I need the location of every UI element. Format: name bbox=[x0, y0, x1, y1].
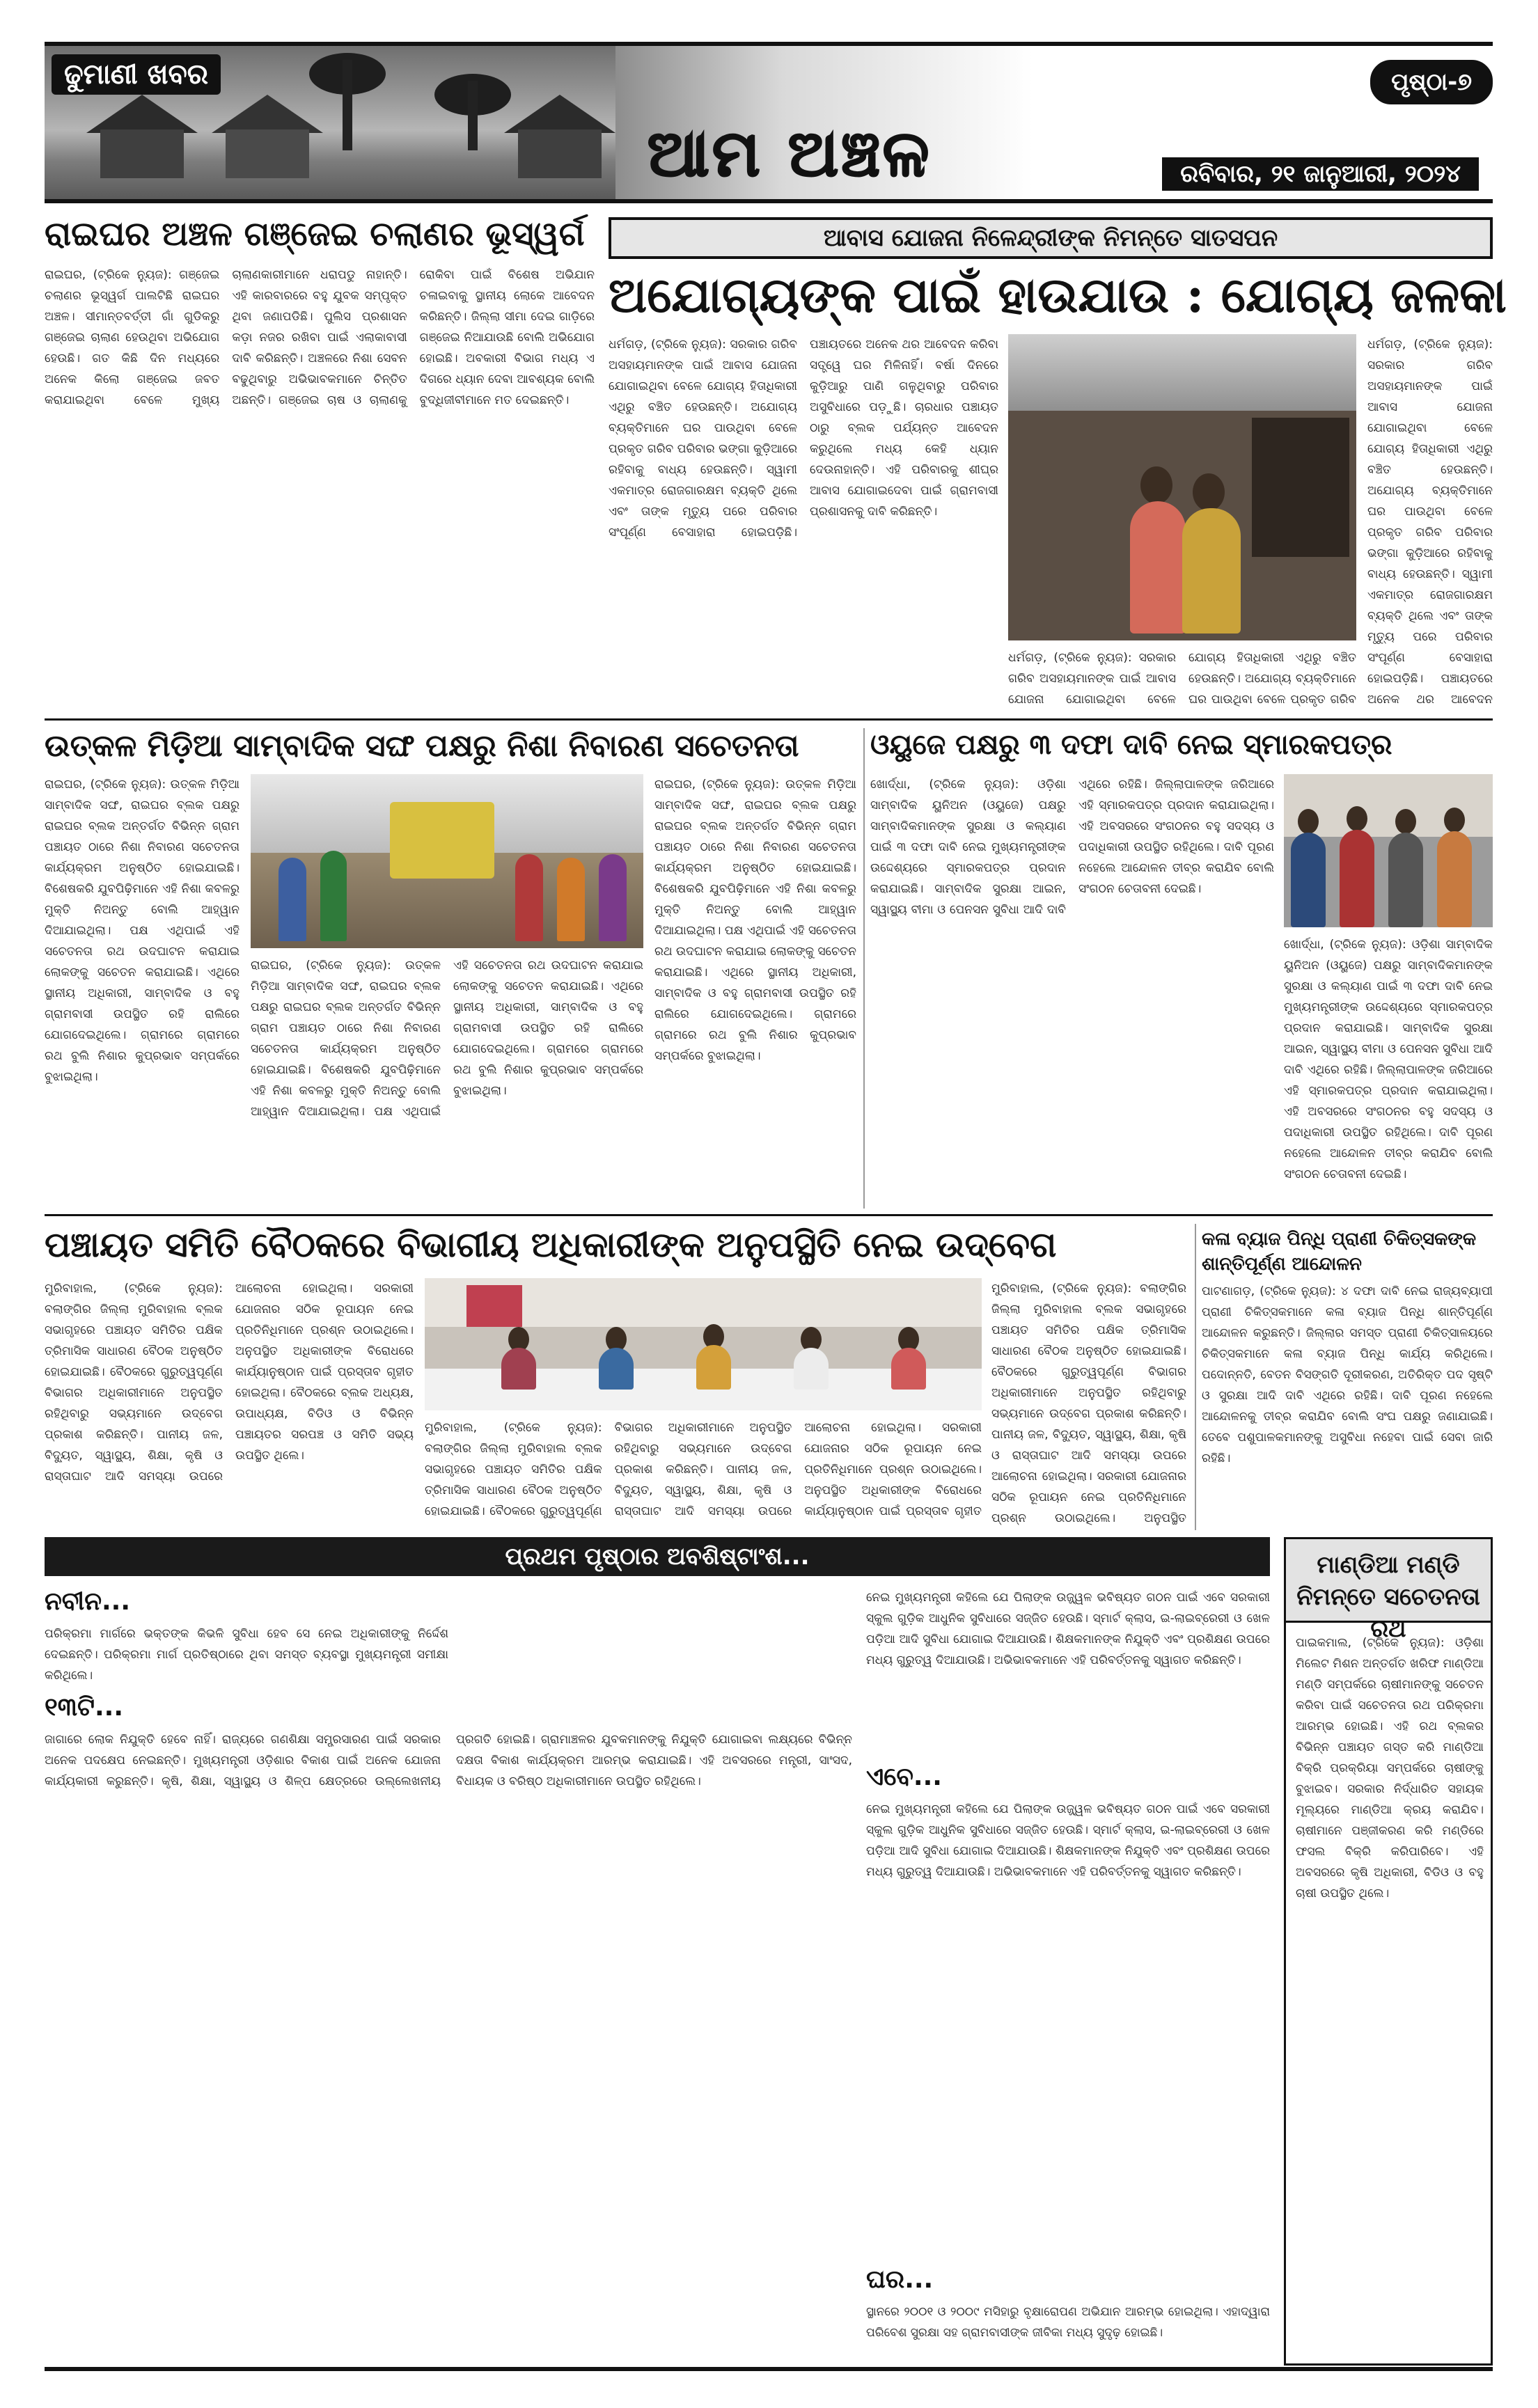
story5-body-right: ମୁରିବାହାଲ, (ଟ୍ରିକେ ନ୍ୟୁଜ): ବଲାଙ୍ଗିର ଜିଲ୍ଲା ମୁରିବାହାଲ ବ୍ଲକ ସଭାଗୃହରେ ପଞ୍ଚାୟତ ସମିତିର ପକ୍ଷିକ ତ୍ରିମାସିକ ସାଧାରଣ ବୈଠକ ଅନୁଷ୍ଠିତ ହୋଇଯାଇଛି। ବୈଠକରେ ଗୁରୁତ୍ୱପୂର୍ଣ୍ଣ ବିଭାଗର ଅଧିକାରୀମାନେ ଅନୁପସ୍ଥିତ ରହିଥିବାରୁ ସଭ୍ୟମାନେ ଉଦ୍‌ବେଗ ପ୍ରକାଶ କରିଛନ୍ତି। ପାନୀୟ ଜଳ, ବିଦ୍ୟୁତ, ସ୍ୱାସ୍ଥ୍ୟ, ଶିକ୍ଷା, କୃଷି ଓ ରାସ୍ତାଘାଟ ଆଦି ସମସ୍ୟା ଉପରେ ଆଲୋଚନା ହୋଇଥିଲା। ସରକାରୀ ଯୋଜନାର ସଠିକ ରୂପାୟନ ନେଇ ପ୍ରତିନିଧିମାନେ ପ୍ରଶ୍ନ ଉଠାଇଥିଲେ। ଅନୁପସ୍ଥିତ bbox=[991, 1282, 1186, 1525]
newspaper-page bbox=[45, 42, 1507, 2367]
sidebar-title: ମାଣ୍ଡିଆ ମଣ୍ଡି ନିମନ୍ତେ ସଚେତନତା ରଥ bbox=[1286, 1539, 1491, 1623]
story2-headline: ଅଯୋଗ୍ୟଙ୍କ ପାଇଁ ହାଉଯାଉ : ଯୋଗ୍ୟ ଜଳକା bbox=[609, 266, 1507, 324]
story3-headline: ଉତ୍କଳ ମିଡ଼ିଆ ସାମ୍ବାଦିକ ସଙ୍ଘ ପକ୍ଷରୁ ନିଶା ନିବାରଣ ସଚେତନତା bbox=[45, 728, 799, 764]
story5-body-mid: ମୁରିବାହାଲ, (ଟ୍ରିକେ ନ୍ୟୁଜ): ବଲାଙ୍ଗିର ଜିଲ୍ଲା ମୁରିବାହାଲ ବ୍ଲକ ସଭାଗୃହରେ ପଞ୍ଚାୟତ ସମିତିର ପକ୍ଷିକ ତ୍ରିମାସିକ ସାଧାରଣ ବୈଠକ ଅନୁଷ୍ଠିତ ହୋଇଯାଇଛି। ବୈଠକରେ ଗୁରୁତ୍ୱପୂର୍ଣ୍ଣ ବିଭାଗର ଅଧିକାରୀମାନେ ଅନୁପସ୍ଥିତ ରହିଥିବାରୁ ସଭ୍ୟମାନେ ଉଦ୍‌ବେଗ ପ୍ରକାଶ କରିଛନ୍ତି। ପାନୀୟ ଜଳ, ବିଦ୍ୟୁତ, ସ୍ୱାସ୍ଥ୍ୟ, ଶିକ୍ଷା, କୃଷି ଓ ରାସ୍ତାଘାଟ ଆଦି ସମସ୍ୟା ଉପରେ ଆଲୋଚନା ହୋଇଥିଲା। ସରକାରୀ ଯୋଜନାର ସଠିକ ରୂପାୟନ ନେଇ ପ୍ରତିନିଧିମାନେ ପ୍ରଶ୍ନ ଉଠାଇଥିଲେ। ଅନୁପସ୍ଥିତ ଅଧିକାରୀଙ୍କ ବିରୋଧରେ କାର୍ଯ୍ୟାନୁଷ୍ଠାନ ପାଇଁ ପ୍ରସ୍ତାବ ଗୃହୀତ bbox=[425, 1421, 982, 1518]
continuation-body-3a: ନେଇ ମୁଖ୍ୟମନ୍ତ୍ରୀ କହିଲେ ଯେ ପିଲାଙ୍କ ଉଜ୍ଜ୍ୱଳ ଭବିଷ୍ୟତ ଗଠନ ପାଇଁ ଏବେ ସରକାରୀ ସ୍କୁଲ ଗୁଡ଼ିକ ଆଧୁନିକ ସୁବିଧାରେ ସଜ୍ଜିତ ହେଉଛି। ସ୍ମାର୍ଟ କ୍ଲାସ, ଇ-ଲାଇବ୍ରେରୀ ଓ ଖେଳ ପଡ଼ିଆ ଆଦି ସୁବିଧା ଯୋଗାଇ ଦିଆଯାଉଛି। ଶିକ୍ଷକମାନଙ୍କ ନିଯୁକ୍ତି ଏବଂ ପ୍ରଶିକ୍ଷଣ ଉପରେ ମଧ୍ୟ ଗୁରୁତ୍ୱ ଦିଆଯାଉଛି। ଅଭିଭାବକମାନେ ଏହି ପରିବର୍ତ୍ତନକୁ ସ୍ୱାଗତ କରିଛନ୍ତି। bbox=[866, 1591, 1270, 1667]
masthead-title: ଆମ ଅଞ୍ଚଳ bbox=[647, 116, 932, 191]
page-number: ପୃଷ୍ଠା-୭ bbox=[1370, 60, 1493, 104]
story5-photo-meeting bbox=[425, 1278, 982, 1410]
sidebar-body: ପାଇକମାଲ, (ଟ୍ରିକେ ନ୍ୟୁଜ): ଓଡ଼ିଶା ମିଲେଟ ମିଶନ ଅନ୍ତର୍ଗତ ଖରିଫ ମାଣ୍ଡିଆ ମଣ୍ଡି ସମ୍ପର୍କରେ ଚାଷୀମାନଙ୍କୁ ସଚେତନ କରିବା ପାଇଁ ସଚେତନତା ରଥ ପରିକ୍ରମା ଆରମ୍ଭ ହୋଇଛି। ଏହି ରଥ ବ୍ଲକର ବିଭିନ୍ନ ପଞ୍ଚାୟତ ଗସ୍ତ କରି ମାଣ୍ଡିଆ ବିକ୍ରି ପ୍ରକ୍ରିୟା ସମ୍ପର୍କରେ ଚାଷୀଙ୍କୁ ବୁଝାଇବ। ସରକାର ନିର୍ଦ୍ଧାରିତ ସହାୟକ ମୂଲ୍ୟରେ ମାଣ୍ଡିଆ କ୍ରୟ କରାଯିବ। ଚାଷୀମାନେ ପଞ୍ଜୀକରଣ କରି ମଣ୍ଡିରେ ଫସଲ ବିକ୍ରି କରିପାରିବେ। ଏହି ଅବସରରେ କୃଷି ଅଧିକାରୀ, ବିଡିଓ ଓ ବହୁ ଚାଷୀ ଉପସ୍ଥିତ ଥିଲେ। bbox=[1296, 1636, 1484, 1901]
story4-body-left: ଖୋର୍ଦ୍ଧା, (ଟ୍ରିକେ ନ୍ୟୁଜ): ଓଡ଼ିଶା ସାମ୍ବାଦିକ ୟୁନିଅନ (ଓୟୁଜେ) ପକ୍ଷରୁ ସାମ୍ବାଦିକମାନଙ୍କ ସୁରକ୍ଷା ଓ କଲ୍ୟାଣ ପାଇଁ ୩ ଦଫା ଦାବି ନେଇ ମୁଖ୍ୟମନ୍ତ୍ରୀଙ୍କ ଉଦ୍ଦେଶ୍ୟରେ ସ୍ମାରକପତ୍ର ପ୍ରଦାନ କରାଯାଇଛି। ସାମ୍ବାଦିକ ସୁରକ୍ଷା ଆଇନ, ସ୍ୱାସ୍ଥ୍ୟ ବୀମା ଓ ପେନସନ ସୁବିଧା ଆଦି ଦାବି ଏଥିରେ ରହିଛି। ଜିଲ୍ଲାପାଳଙ୍କ ଜରିଆରେ ଏହି ସ୍ମାରକପତ୍ର ପ୍ରଦାନ କରାଯାଇଥିଲା। ଏହି ଅବସରରେ ସଂଗଠନର ବହୁ ସଦସ୍ୟ ଓ ପଦାଧିକାରୀ ଉପସ୍ଥିତ ରହିଥିଲେ। ଦାବି ପୂରଣ ନହେଲେ ଆନ୍ଦୋଳନ ତୀବ୍ର କରାଯିବ ବୋଲି ସଂଗଠନ ଚେତାବନୀ ଦେଇଛି। bbox=[870, 778, 1274, 917]
story4-body-right: ଖୋର୍ଦ୍ଧା, (ଟ୍ରିକେ ନ୍ୟୁଜ): ଓଡ଼ିଶା ସାମ୍ବାଦିକ ୟୁନିଅନ (ଓୟୁଜେ) ପକ୍ଷରୁ ସାମ୍ବାଦିକମାନଙ୍କ ସୁରକ୍ଷା ଓ କଲ୍ୟାଣ ପାଇଁ ୩ ଦଫା ଦାବି ନେଇ ମୁଖ୍ୟମନ୍ତ୍ରୀଙ୍କ ଉଦ୍ଦେଶ୍ୟରେ ସ୍ମାରକପତ୍ର ପ୍ରଦାନ କରାଯାଇଛି। ସାମ୍ବାଦିକ ସୁରକ୍ଷା ଆଇନ, ସ୍ୱାସ୍ଥ୍ୟ ବୀମା ଓ ପେନସନ ସୁବିଧା ଆଦି ଦାବି ଏଥିରେ ରହିଛି। ଜିଲ୍ଲାପାଳଙ୍କ ଜରିଆରେ ଏହି ସ୍ମାରକପତ୍ର ପ୍ରଦାନ କରାଯାଇଥିଲା। ଏହି ଅବସରରେ ସଂଗଠନର ବହୁ ସଦସ୍ୟ ଓ ପଦାଧିକାରୀ ଉପସ୍ଥିତ ରହିଥିଲେ। ଦାବି ପୂରଣ ନହେଲେ ଆନ୍ଦୋଳନ ତୀବ୍ର କରାଯିବ ବୋଲି ସଂଗଠନ ଚେତାବନୀ ଦେଇଛି। bbox=[1284, 938, 1493, 1181]
story6-headline: କଳା ବ୍ୟାଜ ପିନ୍ଧି ପ୍ରାଣୀ ଚିକିତ୍ସକଙ୍କ ଶାନ୍ତିପୂର୍ଣ୍ଣ ଆନ୍ଦୋଳନ bbox=[1202, 1229, 1477, 1275]
story3-body-left: ରାଇଘର, (ଟ୍ରିକେ ନ୍ୟୁଜ): ଉତ୍କଳ ମିଡ଼ିଆ ସାମ୍ବାଦିକ ସଙ୍ଘ, ରାଇଘର ବ୍ଲକ ପକ୍ଷରୁ ରାଇଘର ବ୍ଲକ ଅନ୍ତର୍ଗତ ବିଭିନ୍ନ ଗ୍ରାମ ପଞ୍ଚାୟତ ଠାରେ ନିଶା ନିବାରଣ ସଚେତନତା କାର୍ଯ୍ୟକ୍ରମ ଅନୁଷ୍ଠିତ ହୋଇଯାଇଛି। ବିଶେଷକରି ଯୁବପିଢ଼ିମାନେ ଏହି ନିଶା କବଳରୁ ମୁକ୍ତି ନିଅନ୍ତୁ ବୋଲି ଆହ୍ୱାନ ଦିଆଯାଇଥିଲା। ପକ୍ଷ ଏଥିପାଇଁ ଏହି ସଚେତନତା ରଥ ଉଦଘାଟନ କରାଯାଇ ଲୋକଙ୍କୁ ସଚେତନ କରାଯାଇଛି। ଏଥିରେ ସ୍ଥାନୀୟ ଅଧିକାରୀ, ସାମ୍ବାଦିକ ଓ ବହୁ ଗ୍ରାମବାସୀ ଉପସ୍ଥିତ ରହି ରାଲିରେ ଯୋଗଦେଇଥିଲେ। ଗ୍ରାମରେ ଗ୍ରାମରେ ରଥ ବୁଲି ନିଶାର କୁପ୍ରଭାବ ସମ୍ପର୍କରେ ବୁଝାଇଥିଲା। bbox=[45, 778, 240, 1084]
page-bottom-rule bbox=[45, 2367, 1493, 2371]
story5-headline: ପଞ୍ଚାୟତ ସମିତି ବୈଠକରେ ବିଭାଗୀୟ ଅଧିକାରୀଙ୍କ ଅନୁପସ୍ଥିତି ନେଇ ଉଦ୍‌ବେଗ bbox=[45, 1224, 1057, 1265]
row2-column-divider bbox=[863, 728, 865, 1209]
story4-headline: ଓୟୁଜେ ପକ୍ଷରୁ ୩ ଦଫା ଦାବି ନେଇ ସ୍ମାରକପତ୍ର bbox=[870, 728, 1392, 761]
story3-photo-rally bbox=[251, 774, 643, 948]
continuation-section-title: ପ୍ରଥମ ପୃଷ୍ଠାର ଅବଶିଷ୍ଟାଂଶ... bbox=[45, 1537, 1270, 1576]
story3-body-mid: ରାଇଘର, (ଟ୍ରିକେ ନ୍ୟୁଜ): ଉତ୍କଳ ମିଡ଼ିଆ ସାମ୍ବାଦିକ ସଙ୍ଘ, ରାଇଘର ବ୍ଲକ ପକ୍ଷରୁ ରାଇଘର ବ୍ଲକ ଅନ୍ତର୍ଗତ ବିଭିନ୍ନ ଗ୍ରାମ ପଞ୍ଚାୟତ ଠାରେ ନିଶା ନିବାରଣ ସଚେତନତା କାର୍ଯ୍ୟକ୍ରମ ଅନୁଷ୍ଠିତ ହୋଇଯାଇଛି। ବିଶେଷକରି ଯୁବପିଢ଼ିମାନେ ଏହି ନିଶା କବଳରୁ ମୁକ୍ତି ନିଅନ୍ତୁ ବୋଲି ଆହ୍ୱାନ ଦିଆଯାଇଥିଲା। ପକ୍ଷ ଏଥିପାଇଁ ଏହି ସଚେତନତା ରଥ ଉଦଘାଟନ କରାଯାଇ ଲୋକଙ୍କୁ ସଚେତନ କରାଯାଇଛି। ଏଥିରେ ସ୍ଥାନୀୟ ଅଧିକାରୀ, ସାମ୍ବାଦିକ ଓ ବହୁ ଗ୍ରାମବାସୀ ଉପସ୍ଥିତ ରହି ରାଲିରେ ଯୋଗଦେଇଥିଲେ। ଗ୍ରାମରେ ଗ୍ରାମରେ ରଥ ବୁଲି ନିଶାର କୁପ୍ରଭାବ ସମ୍ପର୍କରେ ବୁଝାଇଥିଲା। bbox=[251, 959, 643, 1119]
continuation-subhead-3: ଏବେ... bbox=[866, 1763, 942, 1791]
story2-body-under-photo: ଧର୍ମଗଡ଼, (ଟ୍ରିକେ ନ୍ୟୁଜ): ସରକାର ଗରିବ ଅସହାୟମାନଙ୍କ ପାଇଁ ଆବାସ ଯୋଜନା ଯୋଗାଇଥିବା ବେଳେ ଯୋଗ୍ୟ ହିତାଧିକାରୀ ଏଥିରୁ ବଞ୍ଚିତ ହେଉଛନ୍ତି। ଅଯୋଗ୍ୟ ବ୍ୟକ୍ତିମାନେ ଘର ପାଉଥିବା ବେଳେ ପ୍ରକୃତ ଗରିବ bbox=[1008, 651, 1356, 707]
story4-photo-memorandum bbox=[1284, 774, 1493, 927]
story1-body: ରାଇଘର, (ଟ୍ରିକେ ନ୍ୟୁଜ): ଗଞ୍ଜେଇ ଚଲାଣର ଭୂସ୍ୱର୍ଗ ପାଲଟିଛି ରାଇଘର ଅଞ୍ଚଳ। ସୀମାନ୍ତବର୍ତ୍ତୀ ଗାଁ ଗୁଡିକରୁ ଗଞ୍ଜେଇ ଚାଲାଣ ହେଉଥିବା ଅଭିଯୋଗ ହେଉଛି। ଗତ କିଛି ଦିନ ମଧ୍ୟରେ ଅନେକ କିଲୋ ଗଞ୍ଜେଇ ଜବତ କରାଯାଇଥିବା ବେଳେ ମୁଖ୍ୟ ଚାଲାଣକାରୀମାନେ ଧରାପଡୁ ନାହାନ୍ତି। ଏହି କାରବାରରେ ବହୁ ଯୁବକ ସମ୍ପୃକ୍ତ ଥିବା ଜଣାପଡିଛି। ପୁଲିସ ପ୍ରଶାସନ କଡ଼ା ନଜର ରଖିବା ପାଇଁ ଏଲାକାବାସୀ ଦାବି କରିଛନ୍ତି। ଅଞ୍ଚଳରେ ନିଶା ସେବନ ବଢୁଥିବାରୁ ଅଭିଭାବକମାନେ ଚିନ୍ତିତ ଅଛନ୍ତି। ଗଞ୍ଜେଇ ଚାଷ ଓ ଚାଲାଣକୁ ରୋକିବା ପାଇଁ ବିଶେଷ ଅଭିଯାନ ଚଳାଇବାକୁ ସ୍ଥାନୀୟ ଲୋକେ ଆବେଦନ କରିଛନ୍ତି। ଜିଲ୍ଲା ସୀମା ଦେଇ ଗାଡ଼ିରେ ଗଞ୍ଜେଇ ନିଆଯାଉଛି ବୋଲି ଅଭିଯୋଗ ହୋଇଛି। ଅବକାରୀ ବିଭାଗ ମଧ୍ୟ ଏ ଦିଗରେ ଧ୍ୟାନ ଦେବା ଆବଶ୍ୟକ ବୋଲି ବୁଦ୍ଧିଜୀବୀମାନେ ମତ ଦେଇଛନ୍ତି। bbox=[45, 268, 595, 407]
sidebar-box bbox=[1284, 1537, 1493, 2366]
section-badge: ଢୁମାଣୀ ଖବର bbox=[52, 54, 221, 95]
story3-body-right: ରାଇଘର, (ଟ୍ରିକେ ନ୍ୟୁଜ): ଉତ୍କଳ ମିଡ଼ିଆ ସାମ୍ବାଦିକ ସଙ୍ଘ, ରାଇଘର ବ୍ଲକ ପକ୍ଷରୁ ରାଇଘର ବ୍ଲକ ଅନ୍ତର୍ଗତ ବିଭିନ୍ନ ଗ୍ରାମ ପଞ୍ଚାୟତ ଠାରେ ନିଶା ନିବାରଣ ସଚେତନତା କାର୍ଯ୍ୟକ୍ରମ ଅନୁଷ୍ଠିତ ହୋଇଯାଇଛି। ବିଶେଷକରି ଯୁବପିଢ଼ିମାନେ ଏହି ନିଶା କବଳରୁ ମୁକ୍ତି ନିଅନ୍ତୁ ବୋଲି ଆହ୍ୱାନ ଦିଆଯାଇଥିଲା। ପକ୍ଷ ଏଥିପାଇଁ ଏହି ସଚେତନତା ରଥ ଉଦଘାଟନ କରାଯାଇ ଲୋକଙ୍କୁ ସଚେତନ କରାଯାଇଛି। ଏଥିରେ ସ୍ଥାନୀୟ ଅଧିକାରୀ, ସାମ୍ବାଦିକ ଓ ବହୁ ଗ୍ରାମବାସୀ ଉପସ୍ଥିତ ରହି ରାଲିରେ ଯୋଗଦେଇଥିଲେ। ଗ୍ରାମରେ ଗ୍ରାମରେ ରଥ ବୁଲି ନିଶାର କୁପ୍ରଭାବ ସମ୍ପର୍କରେ ବୁଝାଇଥିଲା। bbox=[654, 778, 856, 1063]
row-divider-1 bbox=[45, 718, 1493, 721]
continuation-body-1: ପରିକ୍ରମା ମାର୍ଗରେ ଭକ୍ତଙ୍କ କିଭଳି ସୁବିଧା ହେବ ସେ ନେଇ ଅଧିକାରୀଙ୍କୁ ନିର୍ଦ୍ଦେଶ ଦେଇଛନ୍ତି। ପରିକ୍ରମା ମାର୍ଗ ପ୍ରତିଷ୍ଠାରେ ଥିବା ସମସ୍ତ ବ୍ୟବସ୍ଥା ମୁଖ୍ୟମନ୍ତ୍ରୀ ସମୀକ୍ଷା କରିଥିଲେ। bbox=[45, 1627, 448, 1683]
story1-headline: ରାଇଘର ଅଞ୍ଚଳ ଗଞ୍ଜେଇ ଚଲାଣର ଭୂସ୍ୱର୍ଗ bbox=[45, 214, 585, 253]
story2-body-right: ଧର୍ମଗଡ଼, (ଟ୍ରିକେ ନ୍ୟୁଜ): ସରକାର ଗରିବ ଅସହାୟମାନଙ୍କ ପାଇଁ ଆବାସ ଯୋଜନା ଯୋଗାଇଥିବା ବେଳେ ଯୋଗ୍ୟ ହିତାଧିକାରୀ ଏଥିରୁ ବଞ୍ଚିତ ହେଉଛନ୍ତି। ଅଯୋଗ୍ୟ ବ୍ୟକ୍ତିମାନେ ଘର ପାଉଥିବା ବେଳେ ପ୍ରକୃତ ଗରିବ ପରିବାର ଭଙ୍ଗା କୁଡ଼ିଆରେ ରହିବାକୁ ବାଧ୍ୟ ହେଉଛନ୍ତି। ସ୍ୱାମୀ ଏକମାତ୍ର ରୋଜଗାରକ୍ଷମ ବ୍ୟକ୍ତି ଥିଲେ ଏବଂ ତାଙ୍କ ମୃତ୍ୟୁ ପରେ ପରିବାର ସଂପୂର୍ଣ୍ଣ ବେସାହାରା ହୋଇପଡ଼ିଛି। ପଞ୍ଚାୟତରେ ଅନେକ ଥର ଆବେଦନ bbox=[1367, 338, 1493, 707]
continuation-subhead-1: ନବୀନ... bbox=[45, 1587, 131, 1616]
housing-banner: ଆବାସ ଯୋଜନା ନିଳେନ୍ଦ୍ରୀଙ୍କ ନିମନ୍ତେ ସାତସପନ bbox=[609, 217, 1493, 259]
story5-body-left: ମୁରିବାହାଲ, (ଟ୍ରିକେ ନ୍ୟୁଜ): ବଲାଙ୍ଗିର ଜିଲ୍ଲା ମୁରିବାହାଲ ବ୍ଲକ ସଭାଗୃହରେ ପଞ୍ଚାୟତ ସମିତିର ପକ୍ଷିକ ତ୍ରିମାସିକ ସାଧାରଣ ବୈଠକ ଅନୁଷ୍ଠିତ ହୋଇଯାଇଛି। ବୈଠକରେ ଗୁରୁତ୍ୱପୂର୍ଣ୍ଣ ବିଭାଗର ଅଧିକାରୀମାନେ ଅନୁପସ୍ଥିତ ରହିଥିବାରୁ ସଭ୍ୟମାନେ ଉଦ୍‌ବେଗ ପ୍ରକାଶ କରିଛନ୍ତି। ପାନୀୟ ଜଳ, ବିଦ୍ୟୁତ, ସ୍ୱାସ୍ଥ୍ୟ, ଶିକ୍ଷା, କୃଷି ଓ ରାସ୍ତାଘାଟ ଆଦି ସମସ୍ୟା ଉପରେ ଆଲୋଚନା ହୋଇଥିଲା। ସରକାରୀ ଯୋଜନାର ସଠିକ ରୂପାୟନ ନେଇ ପ୍ରତିନିଧିମାନେ ପ୍ରଶ୍ନ ଉଠାଇଥିଲେ। ଅନୁପସ୍ଥିତ ଅଧିକାରୀଙ୍କ ବିରୋଧରେ କାର୍ଯ୍ୟାନୁଷ୍ଠାନ ପାଇଁ ପ୍ରସ୍ତାବ ଗୃହୀତ ହୋଇଥିଲା। ବୈଠକରେ ବ୍ଲକ ଅଧ୍ୟକ୍ଷ, ଉପାଧ୍ୟକ୍ଷ, ବିଡିଓ ଓ ବିଭିନ୍ନ ପଞ୍ଚାୟତର ସରପଞ୍ଚ ଓ ସମିତି ସଭ୍ୟ ଉପସ୍ଥିତ ଥିଲେ। bbox=[45, 1282, 414, 1484]
continuation-subhead-2: ୧୩ଟି... bbox=[45, 1693, 124, 1722]
continuation-body-3b: ନେଇ ମୁଖ୍ୟମନ୍ତ୍ରୀ କହିଲେ ଯେ ପିଲାଙ୍କ ଉଜ୍ଜ୍ୱଳ ଭବିଷ୍ୟତ ଗଠନ ପାଇଁ ଏବେ ସରକାରୀ ସ୍କୁଲ ଗୁଡ଼ିକ ଆଧୁନିକ ସୁବିଧାରେ ସଜ୍ଜିତ ହେଉଛି। ସ୍ମାର୍ଟ କ୍ଲାସ, ଇ-ଲାଇବ୍ରେରୀ ଓ ଖେଳ ପଡ଼ିଆ ଆଦି ସୁବିଧା ଯୋଗାଇ ଦିଆଯାଉଛି। ଶିକ୍ଷକମାନଙ୍କ ନିଯୁକ୍ତି ଏବଂ ପ୍ରଶିକ୍ଷଣ ଉପରେ ମଧ୍ୟ ଗୁରୁତ୍ୱ ଦିଆଯାଉଛି। ଅଭିଭାବକମାନେ ଏହି ପରିବର୍ତ୍ତନକୁ ସ୍ୱାଗତ କରିଛନ୍ତି। bbox=[866, 1802, 1270, 1879]
row3-column-divider bbox=[1195, 1224, 1196, 1530]
story2-body-left: ଧର୍ମଗଡ଼, (ଟ୍ରିକେ ନ୍ୟୁଜ): ସରକାର ଗରିବ ଅସହାୟମାନଙ୍କ ପାଇଁ ଆବାସ ଯୋଜନା ଯୋଗାଇଥିବା ବେଳେ ଯୋଗ୍ୟ ହିତାଧିକାରୀ ଏଥିରୁ ବଞ୍ଚିତ ହେଉଛନ୍ତି। ଅଯୋଗ୍ୟ ବ୍ୟକ୍ତିମାନେ ଘର ପାଉଥିବା ବେଳେ ପ୍ରକୃତ ଗରିବ ପରିବାର ଭଙ୍ଗା କୁଡ଼ିଆରେ ରହିବାକୁ ବାଧ୍ୟ ହେଉଛନ୍ତି। ସ୍ୱାମୀ ଏକମାତ୍ର ରୋଜଗାରକ୍ଷମ ବ୍ୟକ୍ତି ଥିଲେ ଏବଂ ତାଙ୍କ ମୃତ୍ୟୁ ପରେ ପରିବାର ସଂପୂର୍ଣ୍ଣ ବେସାହାରା ହୋଇପଡ଼ିଛି। ପଞ୍ଚାୟତରେ ଅନେକ ଥର ଆବେଦନ କରିବା ସତ୍ତ୍ୱେ ଘର ମିଳିନାହିଁ। ବର୍ଷା ଦିନରେ କୁଡ଼ିଆରୁ ପାଣି ଗଳୁଥିବାରୁ ପରିବାର ଅସୁବିଧାରେ ପଡ଼ୁଛି। ଚାରଧାର ପଞ୍ଚାୟତ ଠାରୁ ବ୍ଲକ ପର୍ଯ୍ୟନ୍ତ ଆବେଦନ କରୁଥିଲେ ମଧ୍ୟ କେହି ଧ୍ୟାନ ଦେଉନାହାନ୍ତି। ଏହି ପରିବାରକୁ ଶୀଘ୍ର ଆବାସ ଯୋଗାଇଦେବା ପାଇଁ ଗ୍ରାମବାସୀ ପ୍ରଶାସନକୁ ଦାବି କରିଛନ୍ତି। bbox=[609, 338, 998, 540]
continuation-subhead-4: ଘର... bbox=[866, 2265, 934, 2294]
row-divider-2 bbox=[45, 1214, 1493, 1216]
masthead bbox=[45, 42, 1493, 203]
issue-date: ରବିବାର, ୨୧ ଜାନୁଆରୀ, ୨୦୨୪ bbox=[1162, 157, 1479, 191]
continuation-body-2: ଜାଗାରେ ଲୋକ ନିଯୁକ୍ତି ହେବେ ନାହିଁ। ରାଜ୍ୟରେ ଗଣଶିକ୍ଷା ସମ୍ପ୍ରସାରଣ ପାଇଁ ସରକାର ଅନେକ ପଦକ୍ଷେପ ନେଇଛନ୍ତି। ମୁଖ୍ୟମନ୍ତ୍ରୀ ଓଡ଼ିଶାର ବିକାଶ ପାଇଁ ଅନେକ ଯୋଜନା କାର୍ଯ୍ୟକାରୀ କରୁଛନ୍ତି। କୃଷି, ଶିକ୍ଷା, ସ୍ୱାସ୍ଥ୍ୟ ଓ ଶିଳ୍ପ କ୍ଷେତ୍ରରେ ଉଲ୍ଲେଖନୀୟ ପ୍ରଗତି ହୋଇଛି। ଗ୍ରାମାଞ୍ଚଳର ଯୁବକମାନଙ୍କୁ ନିଯୁକ୍ତି ଯୋଗାଇବା ଲକ୍ଷ୍ୟରେ ବିଭିନ୍ନ ଦକ୍ଷତା ବିକାଶ କାର୍ଯ୍ୟକ୍ରମ ଆରମ୍ଭ କରାଯାଇଛି। ଏହି ଅବସରରେ ମନ୍ତ୍ରୀ, ସାଂସଦ, ବିଧାୟକ ଓ ବରିଷ୍ଠ ଅଧିକାରୀମାନେ ଉପସ୍ଥିତ ରହିଥିଲେ। bbox=[45, 1733, 852, 1788]
story2-photo-women-hut bbox=[1008, 334, 1356, 640]
continuation-body-4: ସ୍ଥାନରେ ୨୦୦୧ ଓ ୨୦୦୯ ମସିହାରୁ ବୃକ୍ଷାରୋପଣ ଅଭିଯାନ ଆରମ୍ଭ ହୋଇଥିଲା। ଏହାଦ୍ୱାରା ପରିବେଶ ସୁରକ୍ଷା ସହ ଗ୍ରାମବାସୀଙ୍କ ଜୀବିକା ମଧ୍ୟ ସୁଦୃଢ଼ ହୋଇଛି। bbox=[866, 2305, 1270, 2340]
story6-body: ପାଟଣାଗଡ଼, (ଟ୍ରିକେ ନ୍ୟୁଜ): ୪ ଦଫା ଦାବି ନେଇ ରାଜ୍ୟବ୍ୟାପୀ ପ୍ରାଣୀ ଚିକିତ୍ସକମାନେ କଳା ବ୍ୟାଜ ପିନ୍ଧି ଶାନ୍ତିପୂର୍ଣ୍ଣ ଆନ୍ଦୋଳନ କରୁଛନ୍ତି। ଜିଲ୍ଲାର ସମସ୍ତ ପ୍ରାଣୀ ଚିକିତ୍ସାଳୟରେ ଚିକିତ୍ସକମାନେ କଳା ବ୍ୟାଜ ପିନ୍ଧି କାର୍ଯ୍ୟ କରିଥିଲେ। ପଦୋନ୍ନତି, ବେତନ ବିସଙ୍ଗତି ଦୂରୀକରଣ, ଅତିରିକ୍ତ ପଦ ସୃଷ୍ଟି ଓ ସୁରକ୍ଷା ଆଦି ଦାବି ଏଥିରେ ରହିଛି। ଦାବି ପୂରଣ ନହେଲେ ଆନ୍ଦୋଳନକୁ ତୀବ୍ର କରାଯିବ ବୋଲି ସଂଘ ପକ୍ଷରୁ ଜଣାଯାଇଛି। ତେବେ ପଶୁପାଳକମାନଙ୍କୁ ଅସୁବିଧା ନହେବା ପାଇଁ ସେବା ଜାରି ରହିଛି। bbox=[1202, 1284, 1493, 1465]
